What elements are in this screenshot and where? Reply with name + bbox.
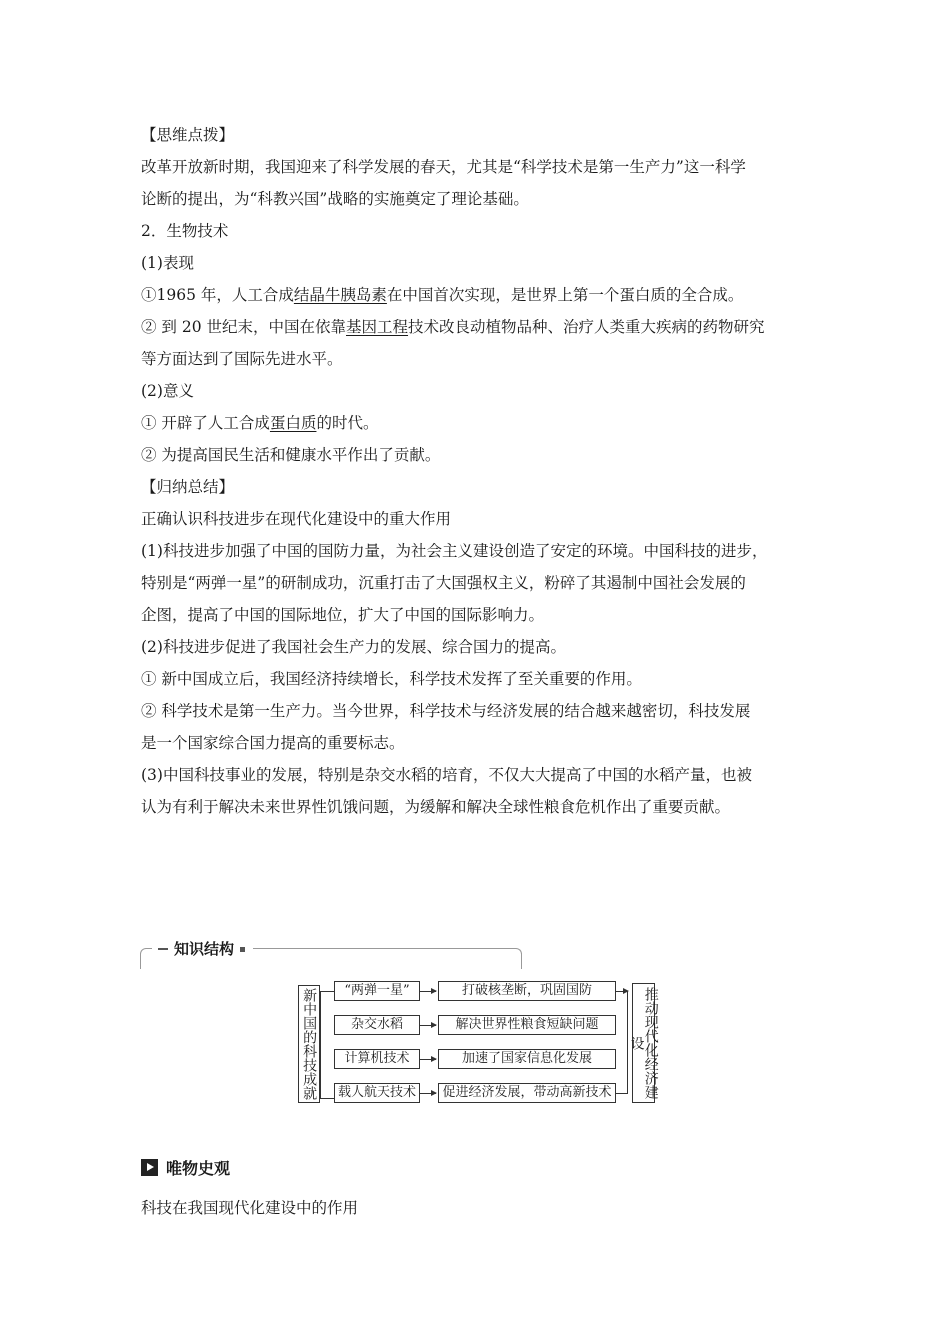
bio-item-1-pre: ①1965 年，人工合成 [141,286,294,304]
bio-item-3 [141,413,831,433]
bio-item-1-underline: 结晶牛胰岛素 [293,286,387,304]
bio-item-3-underline: 蛋白质 [269,414,317,432]
summary-line-3: 特别是“两弹一星”的研制成功，沉重打击了大国强权主义，粉碎了其遏制中国社会发展的 [141,574,746,592]
achievement-box-3: 计算机技术 [334,1049,420,1069]
summary-line-2: (1)科技进步加强了中国的国防力量，为社会主义建设创造了安定的环境。中国科技的进步， [141,542,768,560]
bio-item-4: ② 为提高国民生活和健康水平作出了贡献。 [141,446,441,464]
left-bracket [320,991,334,1099]
section-text: 科技在我国现代化建设中的作用 [141,1199,359,1217]
play-icon [141,1159,158,1176]
knowledge-structure-header [140,938,530,968]
thinking-line-2: 论断的提出，为“科教兴国”战略的实施奠定了理论基础。 [141,190,529,208]
arrow-1 [420,991,436,992]
bio-item-3-pre: ① 开辟了人工合成 [141,414,270,432]
right-connector [616,991,628,992]
achievement-box-2: 杂交水稻 [334,1015,420,1035]
dash-icon [158,948,168,950]
square-bullet-icon [240,947,245,952]
bio-item-2-pre: ② 到 20 世纪末，中国在依靠 [141,318,347,336]
achievement-box-1: “两弹一星” [334,981,420,1001]
summary-line-7: ② 科学技术是第一生产力。当今世界，科学技术与经济发展的结合越来越密切，科技发展 [141,702,751,720]
diagram-right-box: 推动现代化经济建设 [632,983,655,1103]
knowledge-diagram [297,981,657,1105]
summary-line-8: 是一个国家综合国力提高的重要标志。 [141,734,405,752]
diagram-left-box: 新中国的科技成就 [298,985,320,1103]
summary-line-6: ① 新中国成立后，我国经济持续增长，科学技术发挥了至关重要的作用。 [141,670,642,688]
arrow-4 [420,1093,436,1094]
summary-line-9: (3)中国科技事业的发展，特别是杂交水稻的培育，不仅大大提高了中国的水稻产量，也被 [141,766,752,784]
summary-heading: 【归纳总结】 [141,478,235,496]
effect-box-2: 解决世界性粮食短缺问题 [438,1015,616,1035]
arrow-3 [420,1059,436,1060]
summary-line-10: 认为有利于解决未来世界性饥饿问题，为缓解和解决全球性粮食危机作出了重要贡献。 [141,798,731,816]
knowledge-structure-title: 知识结构 [174,940,235,958]
achievement-box-4: 载人航天技术 [334,1083,420,1103]
bio-sub-2: (2)意义 [141,382,194,400]
bio-item-3-post: 的时代。 [316,414,379,432]
effect-box-3: 加速了国家信息化发展 [438,1049,616,1069]
section-title: 唯物史观 [166,1159,231,1178]
section-heading [141,1156,230,1179]
arrow-2 [420,1025,436,1026]
summary-line-1: 正确认识科技进步在现代化建设中的重大作用 [141,510,452,528]
bio-item-2-cont: 等方面达到了国际先进水平。 [141,350,343,368]
thinking-line-1: 改革开放新时期，我国迎来了科学发展的春天，尤其是“科学技术是第一生产力”这一科学 [141,158,746,176]
bio-item-2-underline: 基因工程 [346,318,409,336]
bio-item-1 [141,285,831,305]
summary-line-4: 企图，提高了中国的国际地位，扩大了中国的国际影响力。 [141,606,545,624]
summary-line-5: (2)科技进步促进了我国社会生产力的发展、综合国力的提高。 [141,638,566,656]
right-bracket [616,991,628,1094]
bio-item-2 [141,317,831,337]
effect-box-4: 促进经济发展，带动高新技术 [438,1083,616,1103]
effect-box-1: 打破核垄断，巩固国防 [438,981,616,1001]
bio-sub-1: (1)表现 [141,254,194,272]
knowledge-structure-label [152,938,253,960]
bio-title: 2．生物技术 [141,222,229,240]
bio-item-1-post: 在中国首次实现，是世界上第一个蛋白质的全合成。 [386,286,744,304]
thinking-heading: 【思维点拨】 [141,126,235,144]
bio-item-2-post: 技术改良动植物品种、治疗人类重大疾病的药物研究 [408,318,765,336]
